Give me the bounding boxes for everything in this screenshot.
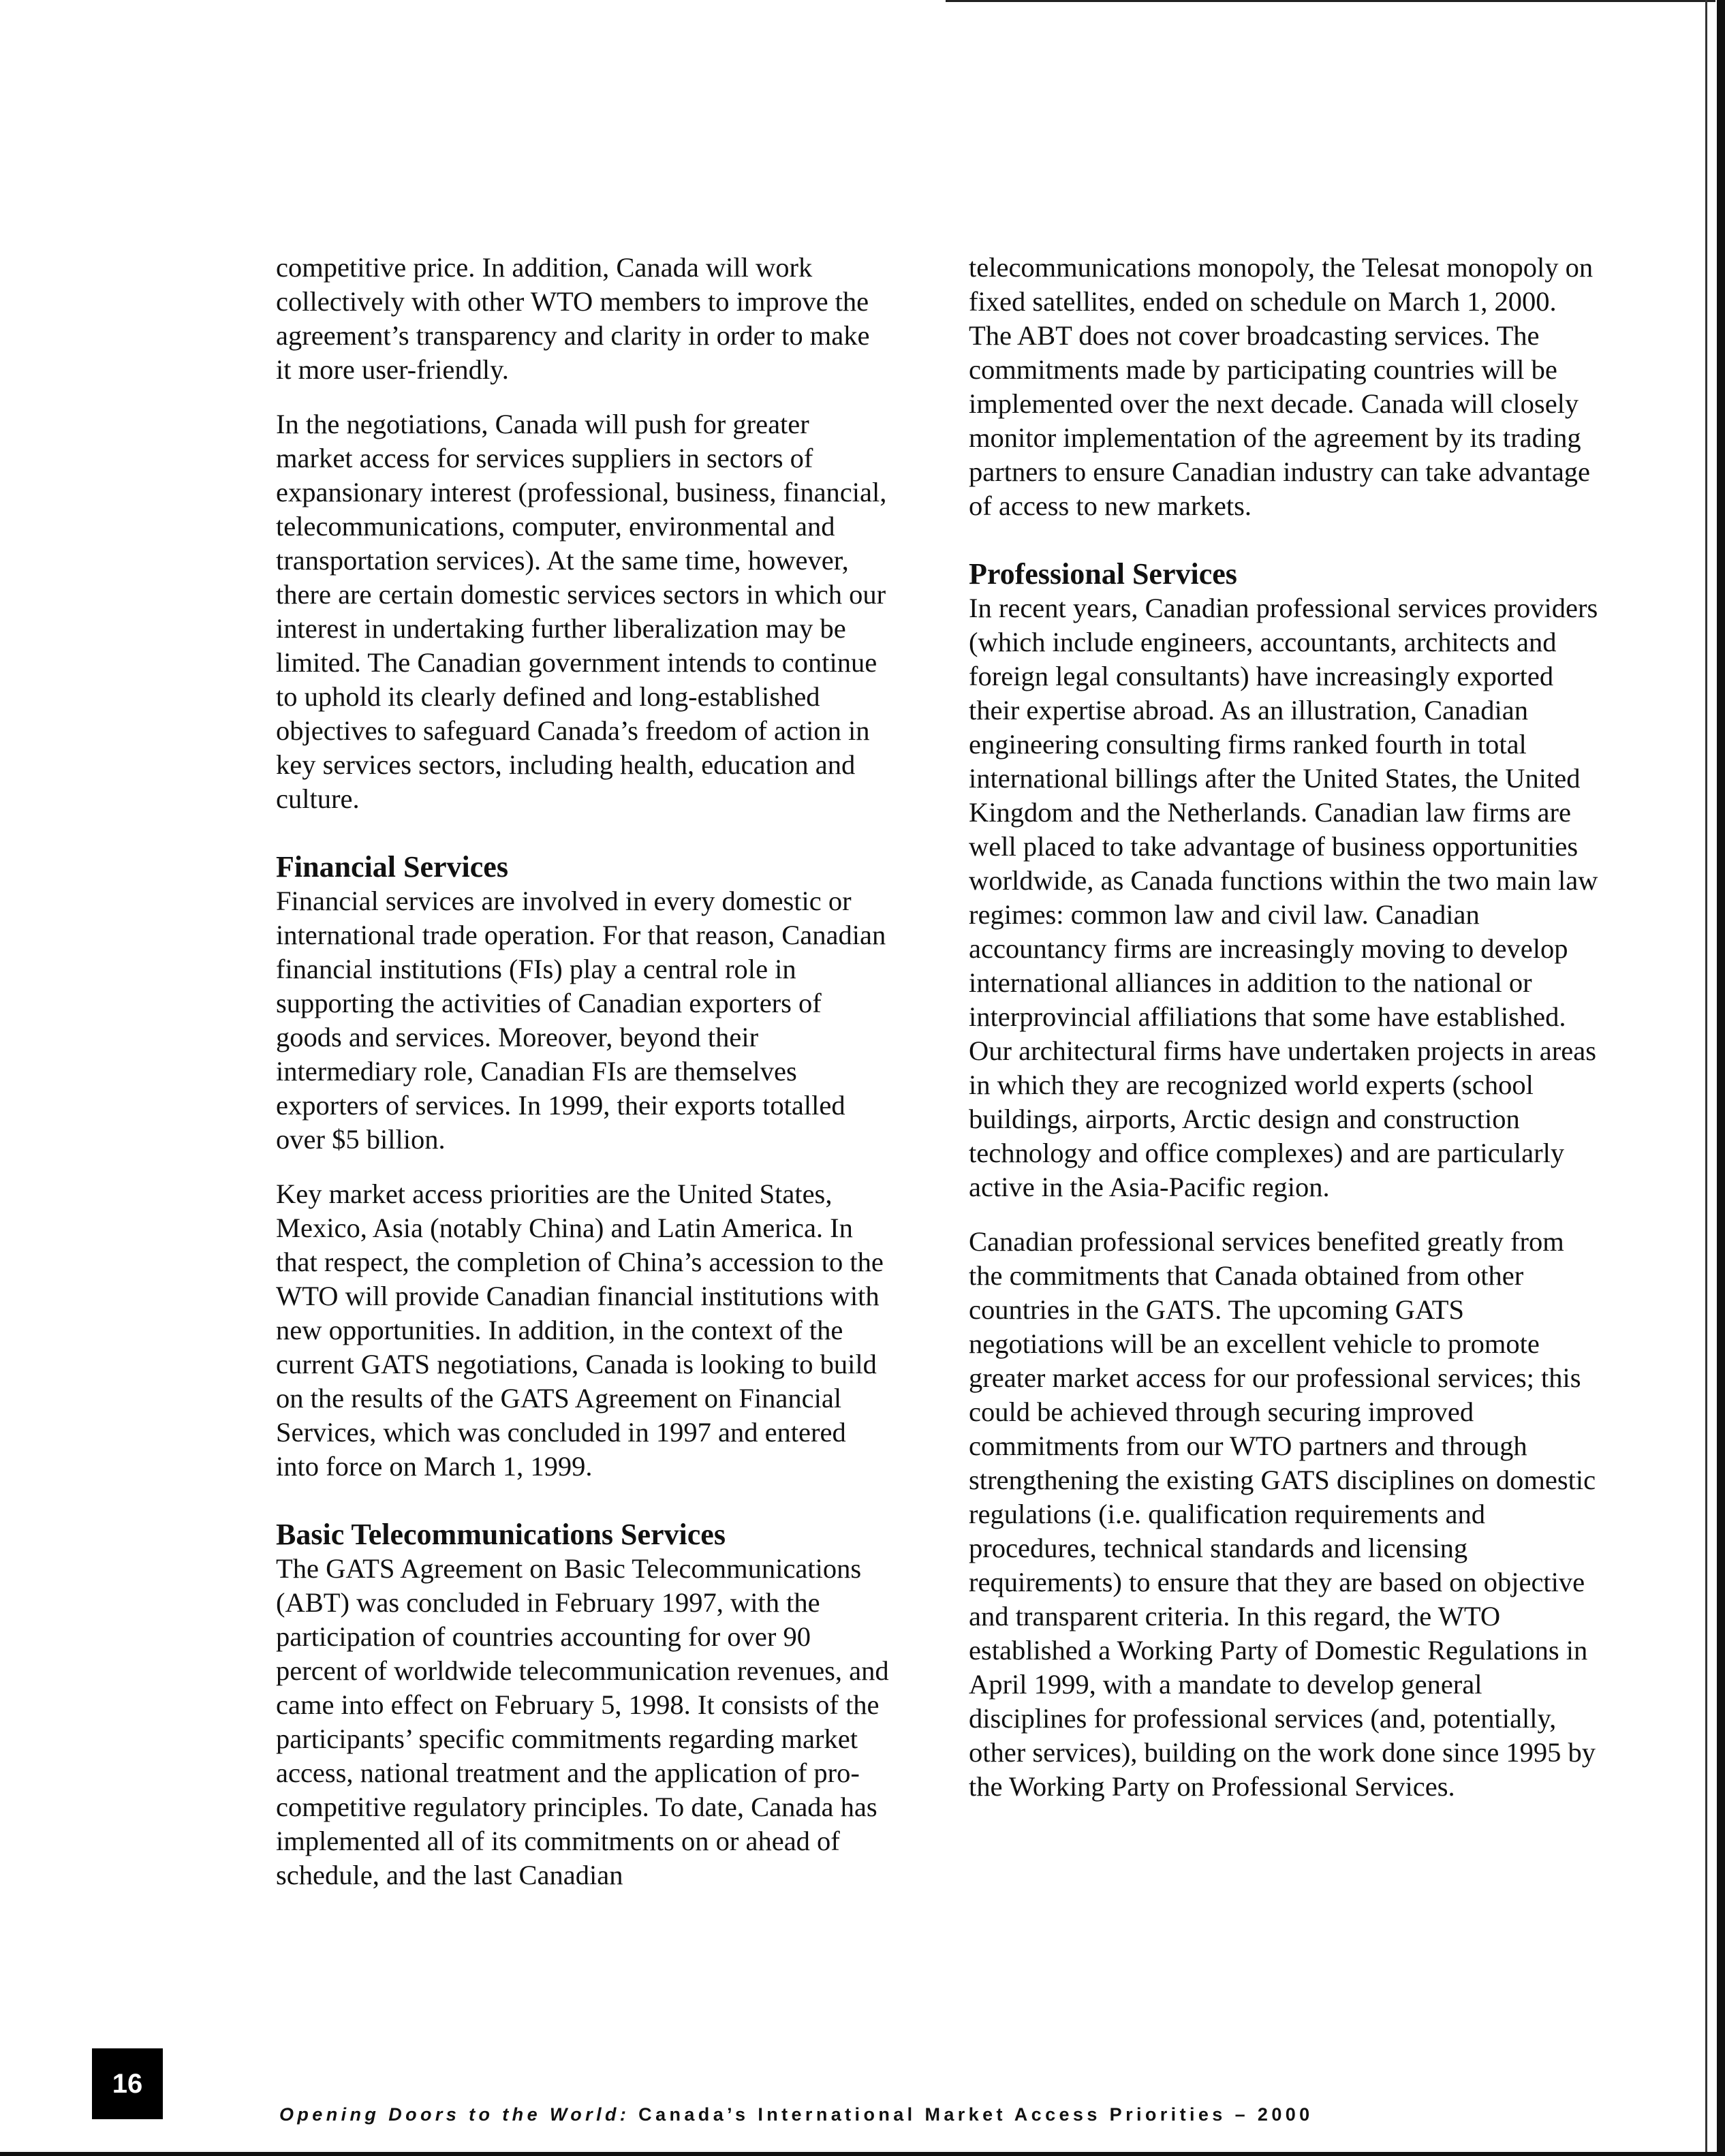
right-scan-edge — [1717, 0, 1725, 2156]
right-paragraph-3: Canadian professional services benefited greatly from the commitments that Canada obtained from other countries in the GATS. The upcoming GATS negotiations will be an excellent vehicle to promote greater market access for our professional services; this could be achieved through securing improved commitments from our WTO partners and through strengthening the existing GATS disciplines on domestic regulations (i.e. qualification requirements and procedures, technical standards and licensing requirements) to ensure that they are based on objective and transparent criteria. In this regard, the WTO established a Working Party of Domestic Regulations in April 1999, with a mandate to develop general disciplines for professional services (and, potentially, other services), building on the work done since 1995 by the Working Party on Professional Services. — [969, 1226, 1596, 1802]
footer-title-italic: Opening Doors to the World: — [279, 2104, 630, 2125]
right-column — [969, 251, 1602, 1824]
right-paragraph-2: In recent years, Canadian professional services providers (which include engineers, accountants, architects and foreign legal consultants) have increasingly exported their expertise abroad. As an illustration, Canadian engineering consulting firms ranked fourth in total international billings after the United States, the United Kingdom and the Netherlands. Canadian law firms are well placed to take advantage of business opportunities worldwide, as Canada functions within the two main law regimes: common law and civil law. Canadian accountancy firms are increasingly moving to develop international alliances in addition to the national or interprovincial affiliations that some have established. Our architectural firms have undertaken projects in areas in which they are recognized world experts (school buildings, airports, Arctic design and construction technology and office complexes) and are particularly active in the Asia-Pacific region. — [969, 593, 1598, 1202]
left-paragraph-5: The GATS Agreement on Basic Telecommunications (ABT) was concluded in February 1997, with the participation of countries accounting for over 90 percent of worldwide telecommunication revenues, and came into effect on February 5, 1998. It consists of the participants’ specific commitments regarding market access, national treatment and the application of pro-competitive regulatory principles. To date, Canada has implemented all of its commitments on or ahead of schedule, and the last Canadian — [276, 1553, 889, 1890]
running-footer — [279, 2104, 1314, 2125]
right-scan-edge-thin — [1705, 0, 1707, 2156]
bottom-scan-rule — [0, 2152, 1725, 2156]
right-paragraph-1: telecommunications monopoly, the Telesat monopoly on fixed satellites, ended on schedule on March 1, 2000. The ABT does not cover broadcasting services. The commitments made by participating countries will be implemented over the next decade. Canada will closely monitor implementation of the agreement by its trading partners to ensure Canadian industry can take advantage of access to new markets. — [969, 252, 1594, 521]
heading-financial-services: Financial Services — [276, 850, 508, 884]
heading-basic-telecommunications: Basic Telecommunications Services — [276, 1518, 726, 1551]
left-paragraph-4: Key market access priorities are the United States, Mexico, Asia (notably China) and Latin America. In that respect, the completion of China’s accession to the WTO will provide Canadian financial institutions with new opportunities. In addition, in the context of the current GATS negotiations, Canada is looking to build on the results of the GATS Agreement on Financial Services, which was concluded in 1997 and entered into force on March 1, 1999. — [276, 1178, 884, 1482]
left-column — [276, 251, 889, 1913]
heading-professional-services: Professional Services — [969, 557, 1237, 591]
left-paragraph-2: In the negotiations, Canada will push for greater market access for services suppliers in sectors of expansionary interest (professional, business, financial, telecommunications, computer, environmental and transportation services). At the same time, however, there are certain domestic services sectors in which our interest in undertaking further liberalization may be limited. The Canadian government intends to continue to uphold its clearly defined and long-established objectives to safeguard Canada’s freedom of action in key services sectors, including health, education and culture. — [276, 409, 887, 814]
page-number: 16 — [92, 2048, 163, 2119]
footer-title-rest: Canada’s International Market Access Priorities – 2000 — [630, 2104, 1314, 2125]
top-scan-rule — [946, 0, 1715, 2]
left-paragraph-3: Financial services are involved in every domestic or international trade operation. For that reason, Canadian financial institutions (FIs) play a central role in supporting the activities of Canadian exporters of goods and services. Moreover, beyond their intermediary role, Canadian FIs are themselves exporters of services. In 1999, their exports totalled over $5 billion. — [276, 886, 886, 1155]
left-paragraph-1: competitive price. In addition, Canada will work collectively with other WTO members to improve the agreement’s transparency and clarity in order to make it more user-friendly. — [276, 252, 870, 385]
